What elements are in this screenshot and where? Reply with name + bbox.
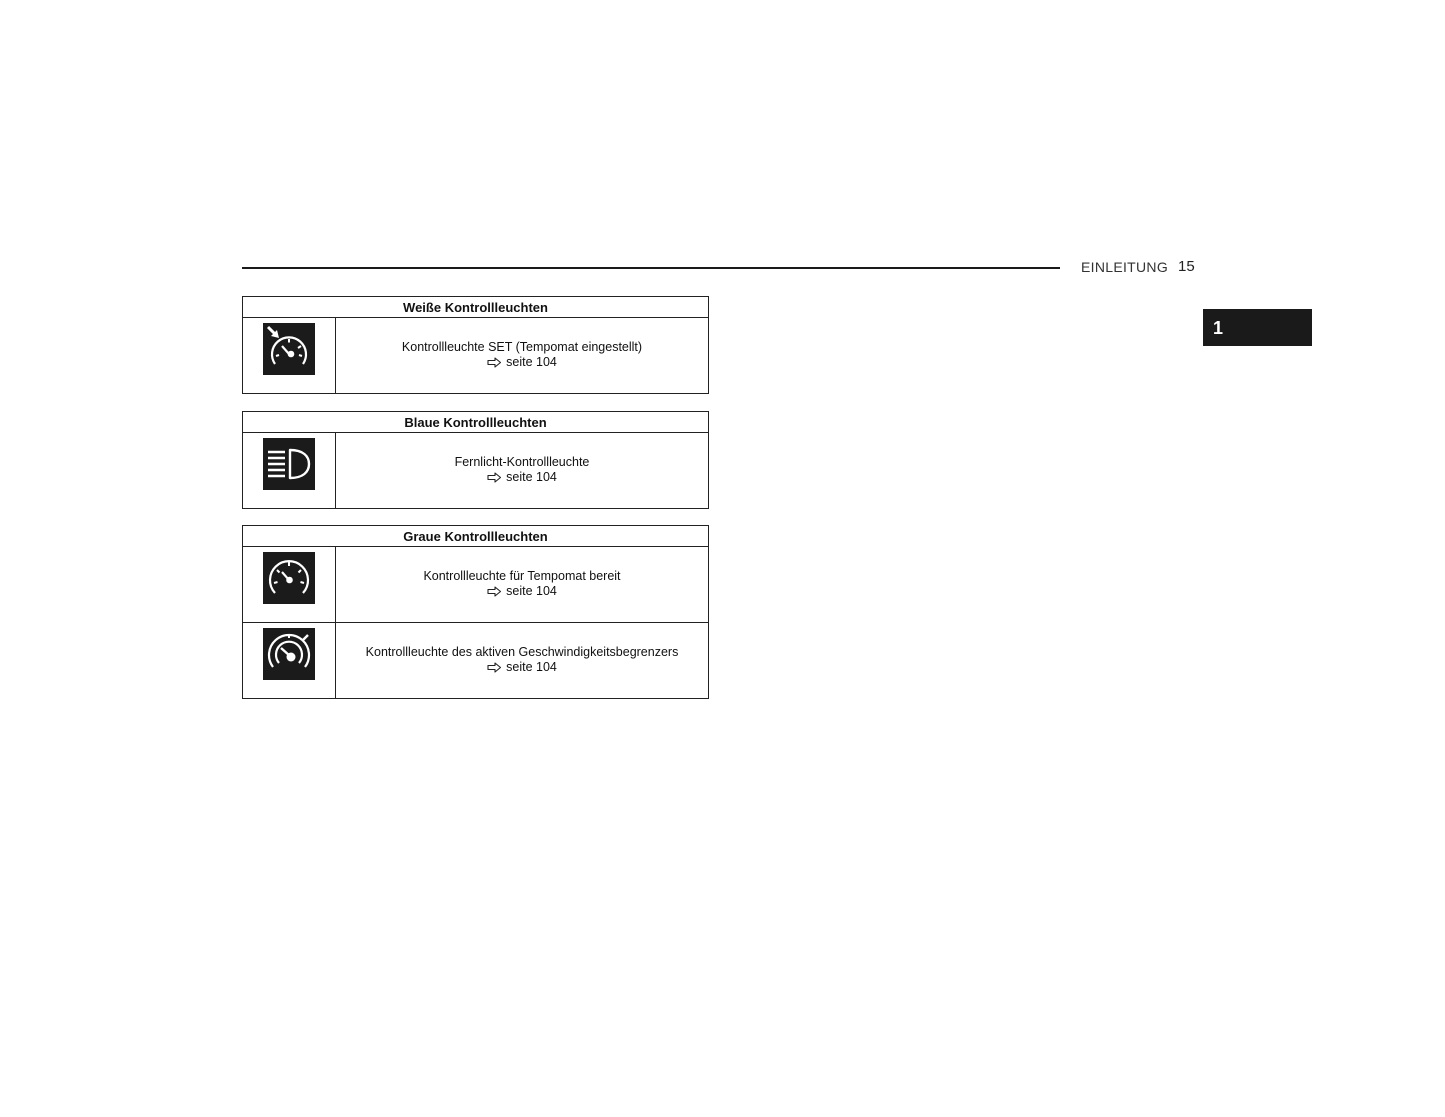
arrow-right-icon [487, 472, 502, 483]
page-reference-link[interactable] [487, 355, 557, 370]
table-row [243, 623, 709, 699]
table-row [243, 547, 709, 623]
page-reference: seite 104 [506, 659, 557, 674]
page-number: 15 [1178, 258, 1195, 275]
speed-limiter-icon [263, 628, 315, 680]
page-reference-link[interactable] [487, 470, 557, 485]
page-reference: seite 104 [506, 469, 557, 484]
white-indicator-table [242, 296, 709, 394]
lamp-description: Kontrollleuchte SET (Tempomat eingestellt) [401, 339, 643, 354]
chapter-tab[interactable] [1203, 309, 1312, 346]
table-title: Graue Kontrollleuchten [243, 526, 709, 547]
cruise-control-ready-icon [263, 552, 315, 604]
page-reference-link[interactable] [487, 660, 557, 675]
lamp-description: Kontrollleuchte des aktiven Geschwindigkeitsbegrenzers [365, 644, 679, 659]
header-rule [242, 267, 1060, 269]
grey-indicator-table [242, 525, 709, 699]
chapter-tab-label: 1 [1213, 318, 1224, 338]
section-title: EINLEITUNG [1081, 259, 1169, 275]
blue-indicator-table [242, 411, 709, 509]
lamp-description: Kontrollleuchte für Tempomat bereit [423, 568, 621, 583]
cruise-control-set-icon [263, 323, 315, 375]
arrow-right-icon [487, 662, 502, 673]
page-reference: seite 104 [506, 583, 557, 598]
table-row [243, 433, 709, 509]
table-title: Weiße Kontrollleuchten [243, 297, 709, 318]
table-row [243, 318, 709, 394]
page-reference-link[interactable] [487, 584, 557, 599]
table-title: Blaue Kontrollleuchten [243, 412, 709, 433]
lamp-description: Fernlicht-Kontrollleuchte [454, 454, 590, 469]
arrow-right-icon [487, 357, 502, 368]
arrow-right-icon [487, 586, 502, 597]
high-beam-icon [263, 438, 315, 490]
page-reference: seite 104 [506, 354, 557, 369]
